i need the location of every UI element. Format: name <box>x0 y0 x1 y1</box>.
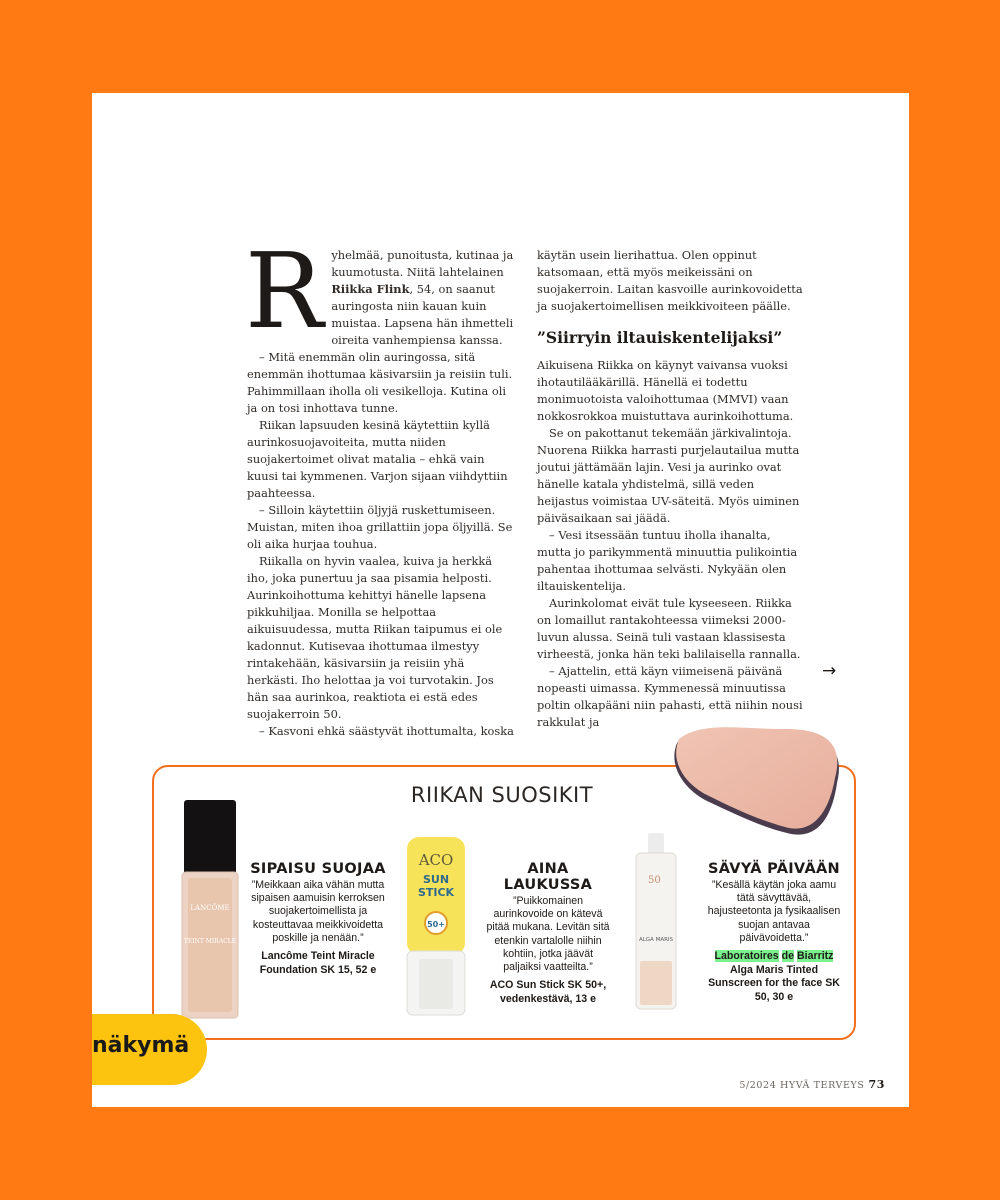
svg-text:TEINT MIRACLE: TEINT MIRACLE <box>183 938 237 945</box>
paragraph: Riikan lapsuuden kesinä käytettiin kyllä aurinkosuojavoiteita, mutta niiden suojakertoimet olivat matalia – ehkä vain kuusi tai kymmenen. Varjon sijaan viihdyttiin paahteessa. <box>247 418 508 500</box>
page-number: 73 <box>868 1078 885 1091</box>
product-name: ACO Sun Stick SK 50+, vedenkestävä, 13 e <box>489 979 607 1005</box>
paragraph: Aikuisena Riikka on käynyt vaivansa vuoksi ihotautilääkärillä. Hänellä ei todettu monimuotoista valoihottumaa (MMVI) vaan nokkosrokkoa muistuttava aurinkoihottuma. <box>537 358 794 423</box>
svg-text:LANCÔME: LANCÔME <box>190 904 230 912</box>
product-title: SÄVYÄ PÄIVÄÄN <box>708 861 840 877</box>
paragraph: Riikalla on hyvin vaalea, kuiva ja herkkä iho, joka punertuu ja saa pisamia helposti. Aurinkoihottuma kehittyi hänelle lapsena pikkuhiljaa. Monilla se helpottaa aikuisuudessa, mutta Riikan taipumus ei ole kadonnut. Kutisevaa ihottumaa ilmestyy rintakehään, käsivarsiin ja reisiin yhä herkästi. Iho helottaa ja voi turvotakin. Jos hän saa aurinkoa, reaktiota ei estä edes suojakerroin 50. <box>247 554 503 721</box>
lancome-foundation-bottle-image <box>180 798 240 1022</box>
continue-arrow-icon: → <box>822 661 837 681</box>
subheading: ”Siirryin iltauiskentelijaksi” <box>537 328 783 347</box>
drop-cap: R <box>245 230 324 352</box>
highlighted-text: Laboratoires <box>714 950 779 963</box>
product-title: AINA LAUKUSSA <box>503 861 593 893</box>
alga-maris-tube-image <box>632 831 680 1013</box>
svg-text:50: 50 <box>648 875 661 886</box>
issue-label: 5/2024 HYVÄ TERVEYS <box>739 1080 865 1091</box>
lead-paragraph: Ryhelmää, punoitusta, kutinaa ja kuumotusta. Niitä lahtelainen Riikka Flink, 54, on saanut auringosta niin kauan kuin muistaa. Lapsena hän ihmetteli oireita vanhempiensa kanssa. <box>245 230 514 352</box>
product-name: Laboratoires de Biarritz Alga Maris Tinted Sunscreen for the face SK 50, 30 e <box>708 950 840 1003</box>
paragraph: – Vesi itsessään tuntuu iholla ihanalta, mutta jo parikymmentä minuuttia pulikointia pahentaa ihottumaa selvästi. Nykyään olen iltauiskentelija. <box>537 528 798 593</box>
paragraph: – Mitä enemmän olin auringossa, sitä enemmän ihottumaa käsivarsiin ja reisiin tuli. Pahimmillaan iholla oli vesikelloja. Kutina oli ja on tosi inhottava tunne. <box>247 350 513 415</box>
paragraph: Se on pakottanut tekemään järkivalintoja. Nuorena Riikka harrasti purjelautailua mutta joutui jättämään lajin. Vesi ja aurinko ovat hänelle katala yhdistelmä, sillä veden heijastus voimistaa UV-säteitä. Myös uiminen päiväsaikaan sai jäädä. <box>537 426 800 525</box>
svg-text:STICK: STICK <box>417 886 455 899</box>
view-badge-label: näkymä <box>92 1033 190 1058</box>
product-quote: ”Puikkomainen aurinkovoide on kätevä pitää mukana. Levitän sitä etenkin vartalolle niihin kohtiin, jotka jäävät paljaiksi vaatteilta.” <box>486 895 610 974</box>
page-footer <box>739 1078 885 1091</box>
highlighted-text: de <box>781 950 795 963</box>
product-quote: ”Kesällä käytän joka aamu tätä sävyttävää, hajusteetonta ja fysikaalisen suojan antavaa päivävoidetta.” <box>707 879 841 944</box>
magazine-page <box>92 93 909 1107</box>
paragraph: Aurinkolomat eivät tule kyseeseen. Riikka on lomaillut rantakohteessa viimeksi 2000-luvun alussa. Seinä tuli vastaan klassisesta virheestä, jonka hän teki balilaisella rannalla. <box>537 596 801 661</box>
svg-text:ALGA MARIS: ALGA MARIS <box>638 937 674 943</box>
paragraph: – Ajattelin, että käyn viimeisenä päivänä nopeasti uimassa. Kymmenessä minuutissa poltin olkapääni niin pahasti, että niihin nousi rakkulat ja <box>537 664 803 729</box>
article-column-1 <box>245 230 517 740</box>
paragraph: – Kasvoni ehkä säästyvät ihottumalta, koska <box>259 724 514 738</box>
product-card-aco <box>486 861 610 1006</box>
product-name: Lancôme Teint Miracle Foundation SK 15, 52 e <box>259 950 377 976</box>
product-quote: ”Meikkaan aika vähän mutta sipaisen aamuisin kerroksen suojakertoimellista ja kosteuttavaa meikkivoidetta poskille ja nenään.” <box>251 879 385 944</box>
aco-sun-stick-image <box>405 835 467 1017</box>
product-title: SIPAISU SUOJAA <box>250 861 386 877</box>
svg-text:SUN: SUN <box>422 873 450 886</box>
svg-text:ACO: ACO <box>418 851 454 869</box>
favorites-title: RIIKAN SUOSIKIT <box>410 783 594 807</box>
svg-text:50+: 50+ <box>427 920 445 929</box>
person-name: Riikka Flink <box>331 282 410 296</box>
product-card-alga-maris <box>705 861 843 1004</box>
highlighted-text: Biarritz <box>796 950 834 963</box>
view-badge[interactable] <box>92 1014 207 1085</box>
paragraph: käytän usein lierihattua. Olen oppinut katsomaan, että myös meikeissäni on suojakerroin. Laitan kasvoille aurinkovoidetta ja suojakertoimellisen meikkivoiteen päälle. <box>537 248 803 313</box>
paragraph: – Silloin käytettiin öljyjä ruskettumiseen. Muistan, miten ihoa grillattiin jopa öljyillä. Se oli aika hurjaa touhua. <box>247 503 513 551</box>
product-card-lancome <box>249 861 387 977</box>
article-column-2 <box>537 247 807 731</box>
